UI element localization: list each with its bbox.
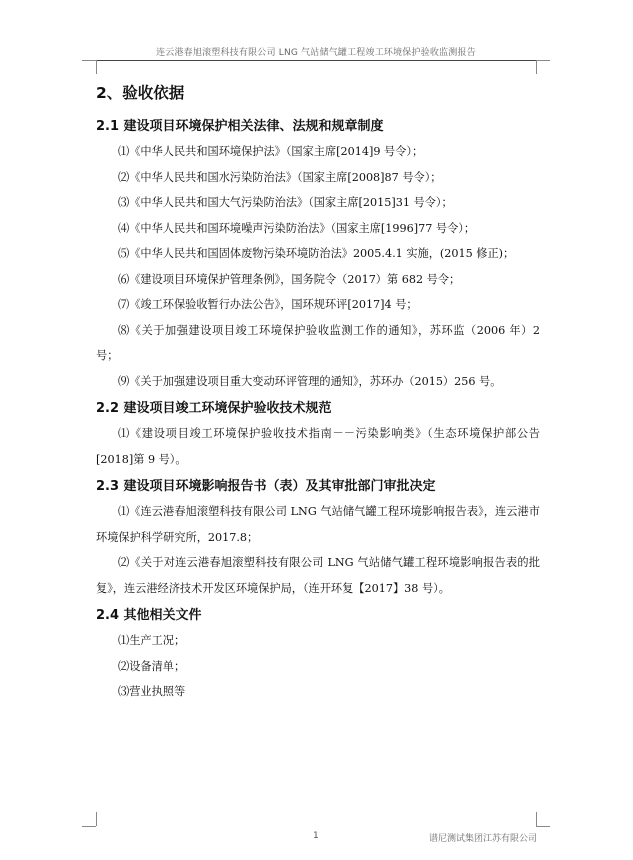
crop-mark-top-right-h (536, 60, 550, 61)
laws-list (96, 139, 540, 394)
list-item: ⑴《中华人民共和国环境保护法》（国家主席[2014]9 号令）； (118, 145, 424, 158)
other-docs-list (96, 628, 540, 705)
list-item: ⑴《建设项目竣工环境保护验收技术指南－－污染影响类》（生态环境保护部公告[2018]第 9 号）。 (96, 427, 540, 466)
document-body (96, 80, 540, 705)
list-item: ⑶营业执照等 (118, 685, 186, 698)
list-item: ⑶《中华人民共和国大气污染防治法》（国家主席[2015]31 号令）； (118, 196, 453, 209)
tech-spec-list (96, 421, 540, 472)
list-item: ⑵《关于对连云港春旭滚塑科技有限公司 LNG 气站储气罐工程环境影响报告表的批复》，连云港经济技术开发区环境保护局，（连开环复【2017】38 号）。 (96, 556, 540, 595)
crop-mark-top-left-h (82, 60, 96, 61)
list-item: ⑻《关于加强建设项目竣工环境保护验收监测工作的通知》，苏环监（2006 年）2 号； (96, 323, 540, 362)
crop-mark-bottom-left (96, 812, 97, 826)
crop-mark-bottom-left-h (82, 826, 96, 827)
list-item: ⑺《竣工环保验收暂行办法公告》，国环规环评[2017]4 号； (118, 298, 418, 311)
crop-mark-bottom-right-h (536, 826, 550, 827)
crop-mark-bottom-right (536, 812, 537, 826)
eia-list (96, 499, 540, 601)
page-number: 1 (313, 831, 319, 841)
crop-mark-top-left (96, 60, 97, 74)
footer-company: 谱尼测试集团江苏有限公司 (428, 834, 537, 844)
list-item: ⑴《连云港春旭滚塑科技有限公司 LNG 气站储气罐工程环境影响报告表》，连云港市环境保护科学研究所，2017.8； (96, 505, 540, 544)
list-item: ⑹《建设项目环境保护管理条例》，国务院令（2017）第 682 号令； (118, 272, 461, 286)
section-title: 2、验收依据 (96, 84, 185, 102)
list-item: ⑸《中华人民共和国固体废物污染环境防治法》2005.4.1 实施，(2015 修正)； (118, 247, 515, 260)
subsection-title-2-2: 2.2 建设项目竣工环境保护验收技术规范 (96, 401, 332, 416)
subsection-title-2-3: 2.3 建设项目环境影响报告书（表）及其审批部门审批决定 (96, 479, 436, 494)
crop-mark-top-right (536, 60, 537, 74)
list-item: ⑷《中华人民共和国环境噪声污染防治法》（国家主席[1996]77 号令）； (118, 221, 476, 235)
list-item: ⑵《中华人民共和国水污染防治法》（国家主席[2008]87 号令）； (118, 170, 442, 184)
subsection-title-2-4: 2.4 其他相关文件 (96, 608, 202, 623)
list-item: ⑼《关于加强建设项目重大变动环评管理的通知》，苏环办（2015）256 号。 (118, 374, 502, 388)
page-header-title: 连云港春旭滚塑科技有限公司 LNG 气站储气罐工程竣工环境保护验收监测报告 (156, 48, 476, 58)
header-divider (96, 60, 536, 61)
list-item: ⑵设备清单； (118, 659, 186, 673)
list-item: ⑴生产工况； (118, 634, 186, 647)
subsection-title-2-1: 2.1 建设项目环境保护相关法律、法规和规章制度 (96, 119, 384, 134)
